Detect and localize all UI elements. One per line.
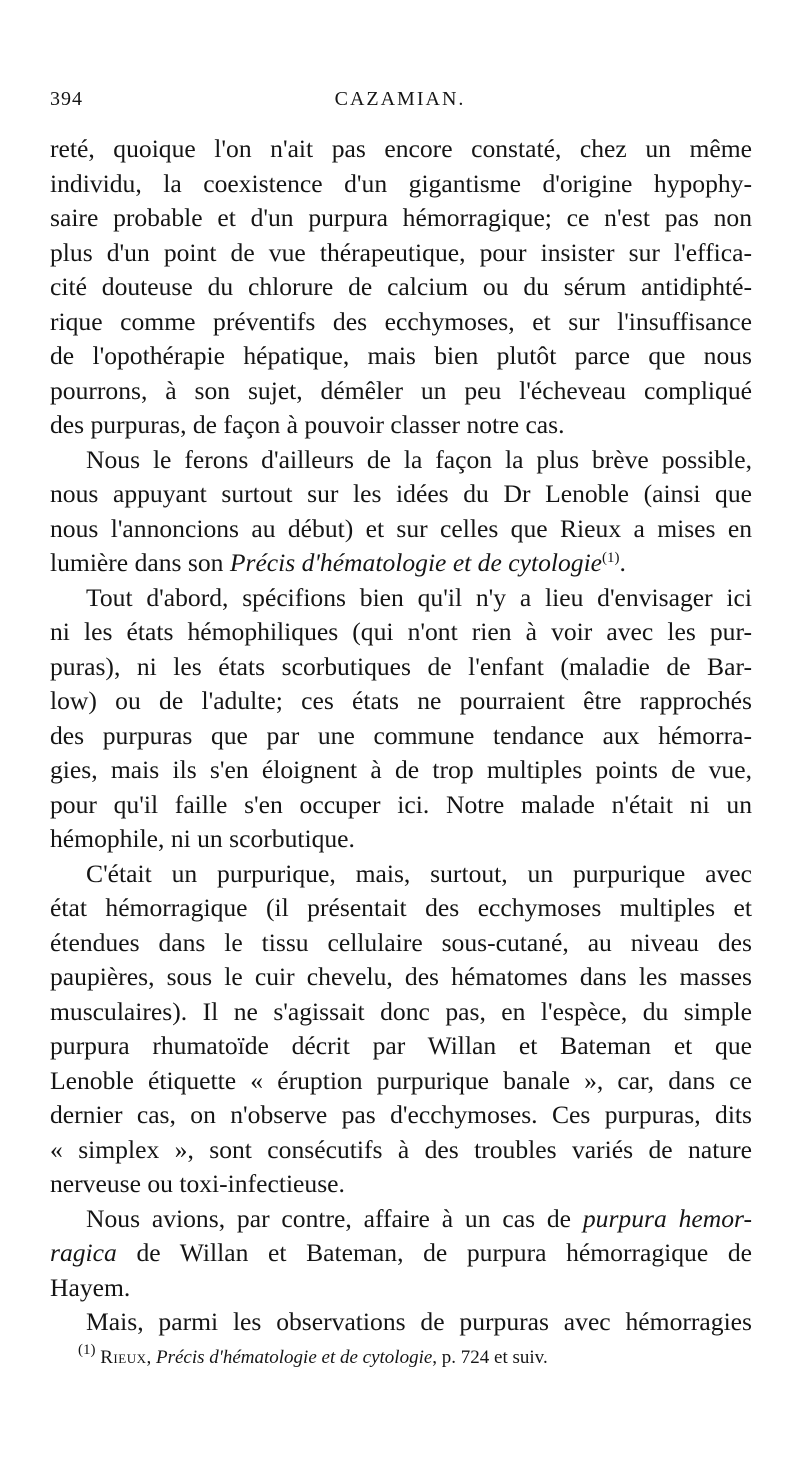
text-fragment: de Willan et Bateman, de purpura hémorragique de [116, 1238, 752, 1267]
text-line: puras), ni les états scorbutiques de l'enfant (maladie de Bar- [50, 651, 752, 681]
running-head: CAZAMIAN. [334, 88, 466, 110]
text-line: musculaires). Il ne s'agissait donc pas, en l'espèce, du simple [50, 996, 752, 1026]
text-line: dernier cas, on n'observe pas d'ecchymoses. Ces purpuras, dits [50, 1100, 752, 1129]
paragraph-5 [50, 1202, 752, 1306]
footnote [78, 1342, 738, 1370]
text-line [50, 1236, 752, 1271]
text-fragment: lumière dans son [50, 548, 230, 577]
text-line: paupières, sous le cuir chevelu, des hématomes dans les masses [50, 962, 752, 991]
text-line: saire probable et d'un purpura hémorragique; ce n'est pas non [50, 203, 752, 232]
text-line: des purpuras que par une commune tendance aux hémorra- [50, 720, 752, 750]
text-line: pour qu'il faille s'en occuper ici. Notre malade n'était ni un [50, 789, 752, 819]
text-line: Tout d'abord, spécifions bien qu'il n'y a lieu d'envisager ici [86, 582, 752, 612]
footnote-separator: , [146, 1347, 156, 1368]
text-line: Lenoble étiquette « éruption purpurique banale », car, dans ce [50, 1065, 752, 1095]
text-line: purpura rhumatoïde décrit par Willan et Bateman et que [50, 1031, 752, 1060]
paragraph-6 [50, 1305, 752, 1340]
text-line: reté, quoique l'on n'ait pas encore constaté, chez un même [50, 134, 752, 163]
text-line: gies, mais ils s'en éloignent à de trop multiples points de vue, [50, 755, 752, 784]
text-line: des purpuras, de façon à pouvoir classer notre cas. [50, 410, 565, 439]
footnote-rest: , p. 724 et suiv. [432, 1347, 548, 1368]
text-fragment: Nous avions, par contre, affaire à un cas de [86, 1203, 583, 1233]
text-line: ni les états hémophiliques (qui n'ont rien à voir avec les pur- [50, 617, 752, 646]
book-title: Précis d'hématologie et de cytologie [229, 548, 603, 577]
text-line: pourrons, à son sujet, démêler un peu l'écheveau compliqué [50, 375, 752, 405]
latin-term: ragica [50, 1238, 117, 1267]
text-line: Nous le ferons d'ailleurs de la façon la plus brève possible, [86, 444, 752, 474]
text-line: individu, la coexistence d'un gigantisme d'origine hypophy- [50, 168, 752, 198]
footnote-author: Rieux [100, 1347, 147, 1368]
paragraph-4 [50, 857, 752, 1202]
latin-term: purpura hemor- [582, 1203, 753, 1233]
text-line: Mais, parmi les observations de purpuras avec hémorragies [86, 1307, 752, 1336]
text-line [50, 1202, 752, 1237]
text-line: low) ou de l'adulte; ces états ne pourraient être rapprochés [50, 686, 752, 715]
page-number: 394 [50, 88, 83, 110]
paragraph-3 [50, 581, 752, 857]
text-line: nerveuse ou toxi-infectieuse. [50, 1169, 345, 1198]
footnote-title: Précis d'hématologie et de cytologie [155, 1347, 433, 1368]
text-line: « simplex », sont consécutifs à des troubles variés de nature [50, 1134, 752, 1164]
text-line: cité douteuse du chlorure de calcium ou du sérum antidiphté- [50, 272, 752, 301]
body-text [50, 132, 752, 1340]
text-line: de l'opothérapie hépatique, mais bien plutôt parce que nous [50, 341, 752, 370]
page-header [50, 88, 750, 118]
text-fragment: . [619, 548, 626, 577]
footnote-marker: (1) [78, 1342, 96, 1358]
text-line: hémophile, ni un scorbutique. [50, 824, 355, 853]
paragraph-1 [50, 132, 752, 443]
text-line: étendues dans le tissu cellulaire sous-cutané, au niveau des [50, 927, 752, 957]
text-line: nous l'annoncions au début) et sur celles que Rieux a mises en [50, 513, 752, 543]
text-line: plus d'un point de vue thérapeutique, pour insister sur l'effica- [50, 237, 752, 267]
text-line: état hémorragique (il présentait des ecchymoses multiples et [50, 893, 752, 922]
text-line: nous appuyant surtout sur les idées du Dr Lenoble (ainsi que [50, 479, 752, 508]
paragraph-2 [50, 443, 752, 581]
text-line: C'était un purpurique, mais, surtout, un purpurique avec [86, 858, 752, 888]
footnote-ref: (1) [602, 550, 620, 566]
text-line: Hayem. [50, 1272, 131, 1302]
text-line: rique comme préventifs des ecchymoses, et sur l'insuffisance [50, 306, 752, 336]
text-line [50, 546, 752, 581]
